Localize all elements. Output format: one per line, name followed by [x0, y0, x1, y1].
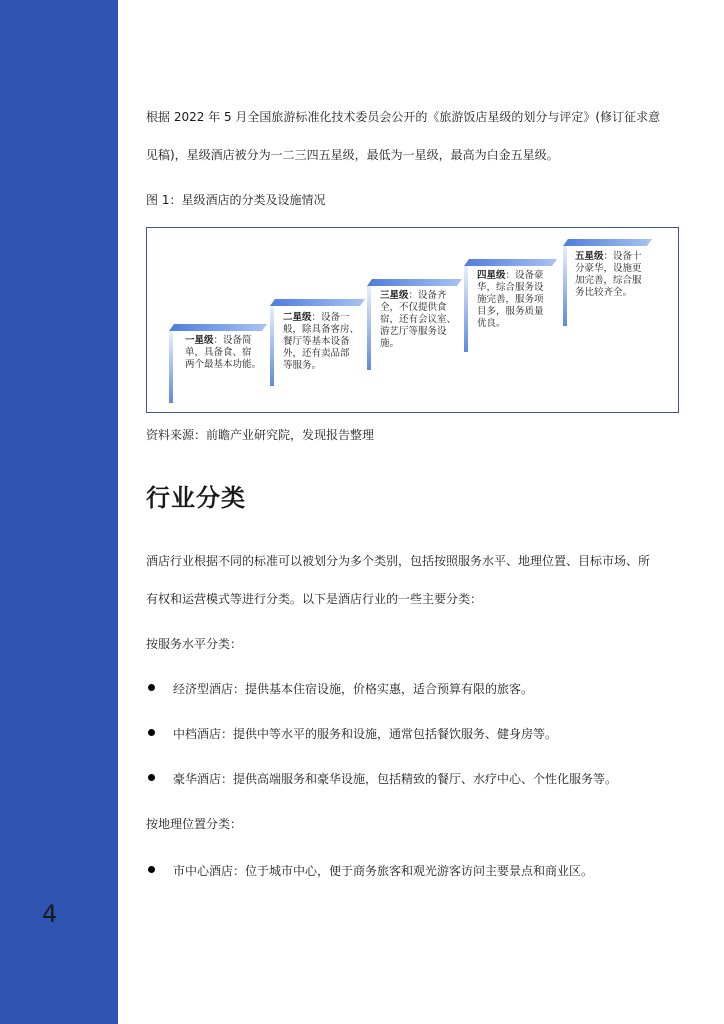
step-5-text: 五星级：设备十 分豪华，设施更 加完善，综合服 务比较齐全。 [575, 251, 642, 298]
step-3-tread [367, 279, 462, 286]
section-para-line-1: 酒店行业根据不同的标准可以被划分为多个类别，包括按照服务水平、地理位置、目标市场、所 [146, 554, 651, 568]
list-item-text: 中档酒店：提供中等水平的服务和设施，通常包括餐饮服务、健身房等。 [173, 727, 558, 741]
bullet-dot [148, 774, 155, 781]
step-5-tread [563, 239, 652, 246]
step-4-text: 四星级：设备豪 华，综合服务设 施完善，服务项 目多，服务质量 优良。 [477, 270, 544, 329]
intro-line-2: 见稿)，星级酒店被分为一二三四五星级，最低为一星级，最高为白金五星级。 [146, 148, 559, 162]
step-1-text: 一星级：设备简 单，具备食、宿 两个最基本功能。 [185, 335, 262, 370]
left-sidebar-band [0, 0, 118, 1024]
figure-source: 资料来源：前瞻产业研究院，发现报告整理 [146, 428, 375, 442]
section-title: 行业分类 [146, 484, 246, 512]
section-para-line-2: 有权和运营模式等进行分类。以下是酒店行业的一些主要分类： [146, 592, 483, 606]
step-1-tread [169, 324, 267, 331]
list-item-text: 豪华酒店：提供高端服务和豪华设施，包括精致的餐厅、水疗中心、个性化服务等。 [173, 772, 618, 786]
bullet-dot [148, 684, 155, 691]
figure-caption: 图 1：星级酒店的分类及设施情况 [146, 193, 326, 207]
bullet-dot [148, 729, 155, 736]
step-2-text: 二星级：设备一 般，除具备客房、 餐厅等基本设备 外，还有卖品部 等服务。 [283, 312, 360, 371]
step-4-tread [464, 259, 557, 266]
step-4-riser [464, 266, 468, 352]
by-location-label: 按地理位置分类： [146, 817, 243, 831]
step-2-tread [270, 299, 365, 306]
step-3-text: 三星级：设备齐 全，不仅提供食 宿，还有会议室、 游艺厅等服务设 施。 [380, 290, 457, 349]
step-3-riser [367, 286, 371, 370]
intro-line-1: 根据 2022 年 5 月全国旅游标准化技术委员会公开的《旅游饭店星级的划分与评定》(修订征求意 [146, 110, 661, 124]
page-number: 4 [42, 900, 58, 928]
figure-frame [146, 227, 679, 413]
list-item-text: 市中心酒店：位于城市中心，便于商务旅客和观光游客访问主要景点和商业区。 [173, 864, 594, 878]
by-service-label: 按服务水平分类： [146, 637, 243, 651]
step-5-riser [563, 246, 567, 326]
list-item-text: 经济型酒店：提供基本住宿设施，价格实惠，适合预算有限的旅客。 [173, 682, 534, 696]
step-1-riser [169, 331, 173, 403]
step-2-riser [270, 306, 274, 386]
bullet-dot [148, 866, 155, 873]
